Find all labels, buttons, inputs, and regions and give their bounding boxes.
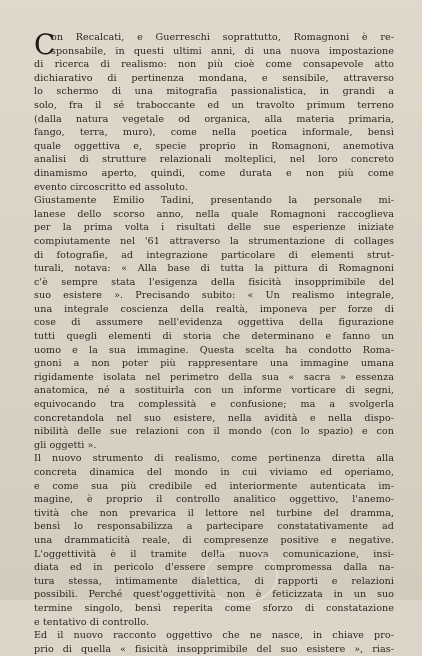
text-line: Ed il nuovo racconto oggettivo che ne nasce, in chiave pro- [34,630,394,642]
text-line: (dalla natura vegetale od organica, alla materia primaria, [34,113,394,125]
text-line: Giustamente Emilio Tadini, presentando la personale mi- [34,195,394,207]
text-line: tura stessa, intimamente dialettica, di rapporti e relazioni [34,575,394,587]
text-line: cose di assumere nell'evidenza oggettiva della figurazione [34,317,394,329]
text-line: suo esistere ». Precisando subito: « Un realismo integrale, [34,290,394,302]
text-line: quale oggettiva e, specie proprio in Romagnoni, anemotiva [34,140,394,152]
paragraph-3 [34,452,394,629]
text-line: dichiarativo di pertinenza mondana, e sensibile, attraverso [34,72,394,84]
text-line: diata ed in pericolo d'essere sempre compromessa dalla na- [34,562,394,574]
text-line: di fotografie, ad integrazione particolare di elementi strut- [34,249,394,261]
paragraph-4 [34,629,394,656]
text-line: e tentativo di controllo. [34,616,150,628]
paragraph-1 [34,28,394,194]
text-line: L'oggettività è il tramite della nuova comunicazione, insi- [34,548,394,560]
text-line: c'è sempre stata l'esigenza della fisicità insopprimibile del [34,276,394,288]
text-line: possibili. Perché quest'oggettività non è feticizzata in un suo [34,589,394,601]
drop-cap: C [34,28,56,61]
text-line: di ricerca di realismo: non più cioè come consapevole atto [34,59,394,71]
text-line: una drammaticità reale, di compresenze positive e negative. [34,534,394,546]
text-line: rigidamente isolata nel perimetro della sua « sacra » essenza [34,371,394,383]
text-line: solo, fra il sé traboccante ed un travolto primum terreno [34,99,394,111]
embossed-stamp [204,548,278,604]
text-line: anatomica, né a sostituirla con un informe vorticare di segni, [34,385,394,397]
text-line: gli oggetti ». [34,439,97,451]
text-line: dinamismo aperto, quindi, come durata e non più come [34,167,394,179]
text-line: uomo e la sua immagine. Questa scelta ha condotto Roma- [34,344,394,356]
text-line: bensì lo responsabilizza a partecipare constatativamente ad [34,521,394,533]
text-line: una integrale coscienza della realtà, imponeva per forze di [34,303,394,315]
text-line: Il nuovo strumento di realismo, come pertinenza diretta alla [34,453,394,465]
text-line: concretandola nel suo esistere, nella avidità e nella dispo- [34,412,394,424]
text-line: compiutamente nel '61 attraverso la strumentazione di collages [34,235,394,247]
text-line: concreta dinamica del mondo in cui viviamo ed operiamo, [34,467,394,478]
text-line: prio di quella « fisicità insopprimibile del suo esistere », rias- [34,643,394,655]
text-line: lo schermo di una mitografia passionalistica, in grandi a [34,86,394,98]
text-line: tutti quegli elementi di storia che determinano e fanno un [34,331,394,343]
text-line: lanese dello scorso anno, nella quale Romagnoni raccoglieva [34,208,394,220]
text-line: tività che non prevarica il lettore nel turbine del dramma, [34,507,394,519]
text-line: e come sua più credibile ed interiormente autenticata im- [34,480,394,492]
text-line: analisi di strutture relazionali molteplici, nel loro concreto [34,154,394,166]
text-line: turali, notava: « Alla base di tutta la pittura di Romagnoni [34,263,394,275]
text-line: termine singolo, bensì reperita come sforzo di constatazione [34,602,394,614]
text-line: equivocando tra complessità e confusione; ma a svolgerla [34,399,394,411]
text-line: fango, terra, muro), come nella poetica informale, bensì [34,127,394,139]
text-line: on Recalcati, e Guerreschi soprattutto, Romagnoni è re- [51,32,394,43]
text-line: evento circoscritto ed assoluto. [34,181,188,193]
paragraph-2 [34,194,394,452]
text-line: sponsabile, in questi ultimi anni, di una nuova impostazione [51,45,394,57]
text-line: magine, è proprio il controllo analitico oggettivo, l'anemo- [34,494,394,506]
text-line: per la prima volta i risultati delle sue esperienze iniziate [34,222,394,234]
text-line: gnoni a non poter più rappresentare una immagine umana [34,358,394,370]
text-line: nibilità delle sue relazioni con il mondo (con lo spazio) e con [34,426,394,438]
